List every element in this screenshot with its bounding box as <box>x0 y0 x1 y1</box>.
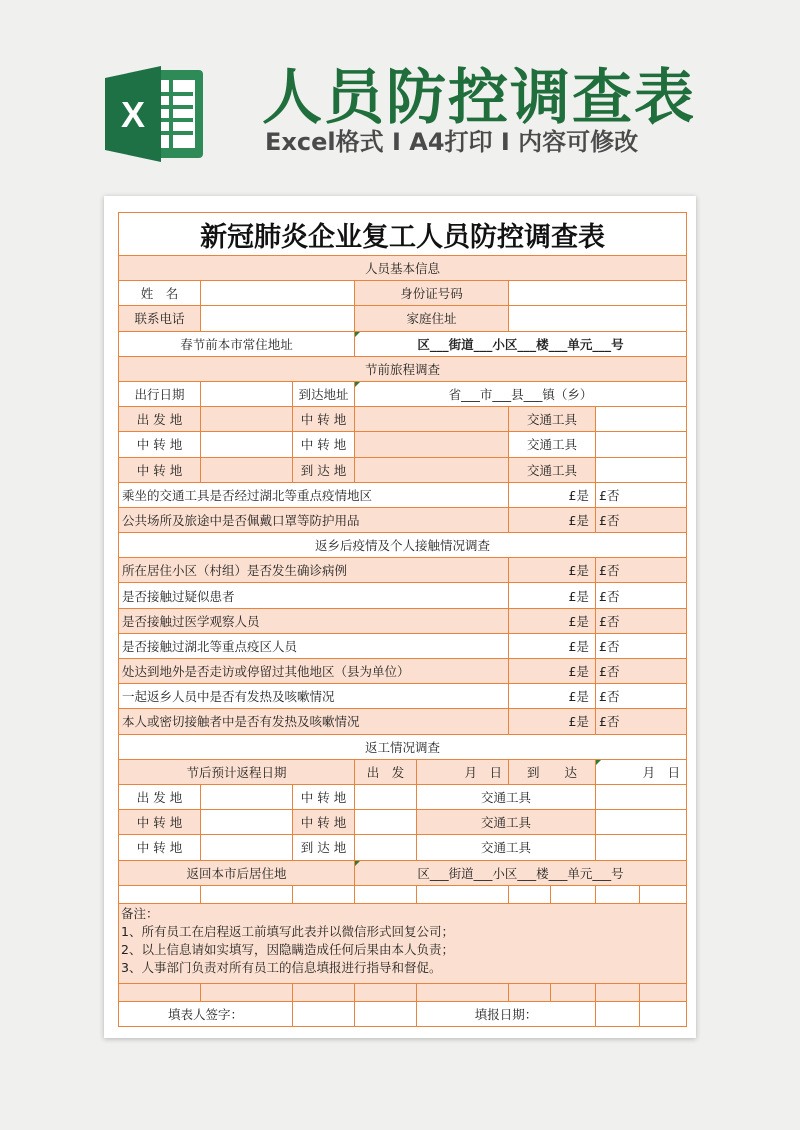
question-text: 是否接触过湖北等重点疫区人员 <box>119 633 509 658</box>
question-text: 一起返乡人员中是否有发热及咳嗽情况 <box>119 684 509 709</box>
depart-date-field[interactable]: 月 日 <box>417 759 509 784</box>
survey-form-table <box>118 212 687 1027</box>
id-number-label: 身份证号码 <box>355 281 509 306</box>
trip-field-b[interactable] <box>355 432 509 457</box>
no-checkbox[interactable]: £否 <box>596 482 687 507</box>
yes-checkbox[interactable]: £是 <box>509 507 596 532</box>
return-row-c: 交通工具 <box>417 835 596 860</box>
phone-label: 联系电话 <box>119 306 201 331</box>
yes-checkbox[interactable]: £是 <box>509 583 596 608</box>
signature-label: 填表人签字： <box>119 1002 293 1027</box>
trip-row-b: 中 转 地 <box>293 407 355 432</box>
id-number-field[interactable] <box>509 281 687 306</box>
trip-field-b[interactable] <box>355 457 509 482</box>
notes-label: 备注： <box>119 903 687 922</box>
yes-checkbox[interactable]: £是 <box>509 558 596 583</box>
yes-checkbox[interactable]: £是 <box>509 633 596 658</box>
form-title: 新冠肺炎企业复工人员防控调查表 <box>119 213 687 256</box>
question-text: 是否接触过疑似患者 <box>119 583 509 608</box>
trip-row-a: 中 转 地 <box>119 432 201 457</box>
return-field-c[interactable] <box>596 810 687 835</box>
arrive-address-field[interactable]: 省___市___县___镇（乡） <box>355 381 687 406</box>
question-text: 乘坐的交通工具是否经过湖北等重点疫情地区 <box>119 482 509 507</box>
trip-field-c[interactable] <box>596 407 687 432</box>
trip-field-b[interactable] <box>355 407 509 432</box>
signature-field[interactable] <box>293 1002 355 1027</box>
return-row-c: 交通工具 <box>417 784 596 809</box>
return-row-c: 交通工具 <box>417 810 596 835</box>
no-checkbox[interactable]: £否 <box>596 507 687 532</box>
yes-checkbox[interactable]: £是 <box>509 709 596 734</box>
return-field-c[interactable] <box>596 784 687 809</box>
no-checkbox[interactable]: £否 <box>596 558 687 583</box>
return-field-c[interactable] <box>596 835 687 860</box>
logo-letter: X <box>120 94 146 135</box>
trip-row-c: 交通工具 <box>509 432 596 457</box>
return-address-label: 返回本市后居住地 <box>119 860 355 885</box>
return-field-b[interactable] <box>355 835 417 860</box>
return-address-field[interactable]: 区___街道___小区___楼___单元___号 <box>355 860 687 885</box>
return-row-b: 中 转 地 <box>293 810 355 835</box>
no-checkbox[interactable]: £否 <box>596 608 687 633</box>
no-checkbox[interactable]: £否 <box>596 659 687 684</box>
trip-row-c: 交通工具 <box>509 407 596 432</box>
banner-subtitle: Excel格式 I A4打印 I 内容可修改 <box>265 128 639 156</box>
return-field-a[interactable] <box>201 810 293 835</box>
section-basic-info: 人员基本信息 <box>119 256 687 281</box>
name-label: 姓 名 <box>119 281 201 306</box>
return-row-a: 出 发 地 <box>119 784 201 809</box>
trip-row-a: 出 发 地 <box>119 407 201 432</box>
return-row-b: 中 转 地 <box>293 784 355 809</box>
return-field-a[interactable] <box>201 784 293 809</box>
section-trip-survey: 节前旅程调查 <box>119 356 687 381</box>
return-field-a[interactable] <box>201 835 293 860</box>
trip-field-a[interactable] <box>201 432 293 457</box>
trip-field-c[interactable] <box>596 457 687 482</box>
yes-checkbox[interactable]: £是 <box>509 659 596 684</box>
excel-logo-icon <box>103 62 207 166</box>
arrive-address-label: 到达地址 <box>293 381 355 406</box>
note-line: 2、以上信息请如实填写，因隐瞒造成任何后果由本人负责； <box>119 940 687 958</box>
spring-address-label: 春节前本市常住地址 <box>119 331 355 356</box>
plan-date-label: 节后预计返程日期 <box>119 759 355 784</box>
depart-date-label: 出行日期 <box>119 381 201 406</box>
arrive-label: 到 达 <box>509 759 596 784</box>
phone-field[interactable] <box>201 306 355 331</box>
arrive-date-field[interactable]: 月 日 <box>596 759 687 784</box>
fill-date-label: 填报日期： <box>417 1002 596 1027</box>
home-address-field[interactable] <box>509 306 687 331</box>
no-checkbox[interactable]: £否 <box>596 583 687 608</box>
return-row-a: 中 转 地 <box>119 810 201 835</box>
note-line: 3、人事部门负责对所有员工的信息填报进行指导和督促。 <box>119 958 687 976</box>
trip-field-a[interactable] <box>201 407 293 432</box>
question-text: 所在居住小区（村组）是否发生确诊病例 <box>119 558 509 583</box>
spring-address-field[interactable]: 区___街道___小区___楼___单元___号 <box>355 331 687 356</box>
trip-row-c: 交通工具 <box>509 457 596 482</box>
home-address-label: 家庭住址 <box>355 306 509 331</box>
trip-field-c[interactable] <box>596 432 687 457</box>
section-return-survey: 返工情况调查 <box>119 734 687 759</box>
note-line: 1、所有员工在启程返工前填写此表并以微信形式回复公司； <box>119 922 687 940</box>
question-text: 是否接触过医学观察人员 <box>119 608 509 633</box>
name-field[interactable] <box>201 281 355 306</box>
yes-checkbox[interactable]: £是 <box>509 608 596 633</box>
trip-field-a[interactable] <box>201 457 293 482</box>
depart-date-field[interactable] <box>201 381 293 406</box>
question-text: 公共场所及旅途中是否佩戴口罩等防护用品 <box>119 507 509 532</box>
return-row-a: 中 转 地 <box>119 835 201 860</box>
no-checkbox[interactable]: £否 <box>596 684 687 709</box>
fill-date-field[interactable] <box>596 1002 640 1027</box>
depart-label: 出 发 <box>355 759 417 784</box>
question-text: 本人或密切接触者中是否有发热及咳嗽情况 <box>119 709 509 734</box>
banner-title: 人员防控调查表 <box>262 63 696 133</box>
no-checkbox[interactable]: £否 <box>596 633 687 658</box>
trip-row-b: 到 达 地 <box>293 457 355 482</box>
return-row-b: 到 达 地 <box>293 835 355 860</box>
section-contact-survey: 返乡后疫情及个人接触情况调查 <box>119 533 687 558</box>
trip-row-b: 中 转 地 <box>293 432 355 457</box>
question-text: 处达到地外是否走访或停留过其他地区（县为单位） <box>119 659 509 684</box>
no-checkbox[interactable]: £否 <box>596 709 687 734</box>
yes-checkbox[interactable]: £是 <box>509 684 596 709</box>
return-field-b[interactable] <box>355 810 417 835</box>
yes-checkbox[interactable]: £是 <box>509 482 596 507</box>
return-field-b[interactable] <box>355 784 417 809</box>
trip-row-a: 中 转 地 <box>119 457 201 482</box>
